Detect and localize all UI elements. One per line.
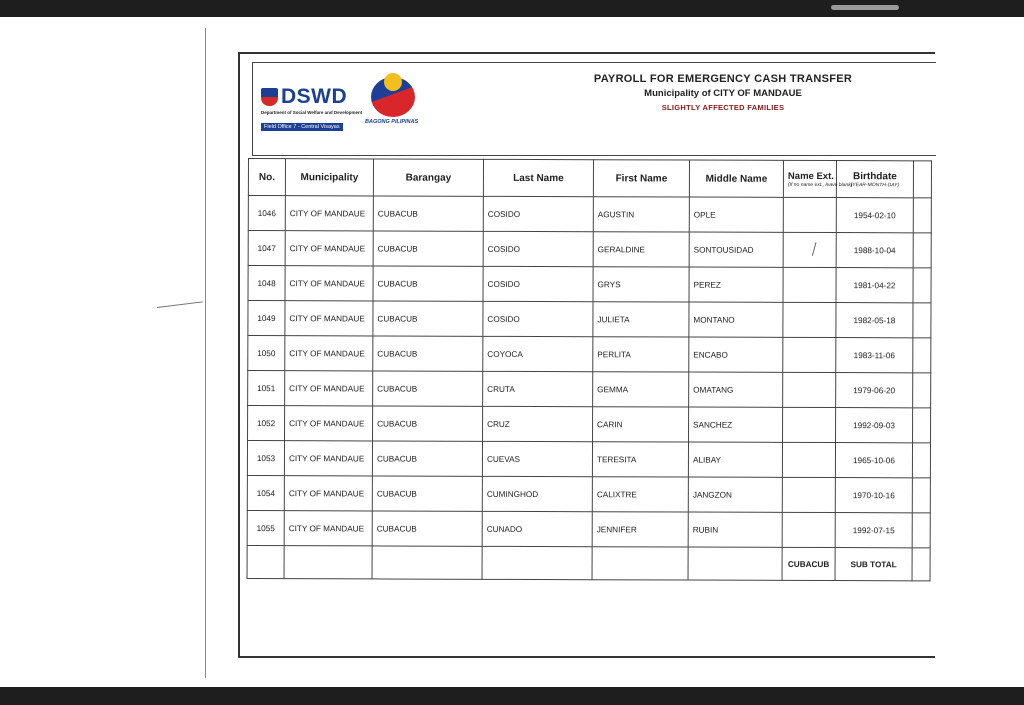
cell-barangay: CUBACUB	[372, 476, 482, 511]
cell-cutoff	[913, 268, 931, 303]
cell-birthdate: 1970-10-16	[835, 478, 912, 513]
bagong-pilipinas-emblem-icon	[371, 73, 415, 117]
cell-last-name: CUEVAS	[482, 441, 592, 476]
cell-cutoff	[913, 373, 931, 408]
drag-handle[interactable]	[831, 5, 899, 10]
cell-last-name: COSIDO	[483, 266, 593, 301]
cell-barangay: CUBACUB	[373, 336, 483, 371]
cell-municipality: CITY OF MANDAUE	[285, 406, 373, 441]
table-row	[248, 301, 931, 338]
cell-birthdate: 1982-05-18	[836, 303, 913, 338]
cell-last-name: COSIDO	[483, 196, 593, 231]
cell-cutoff	[912, 443, 930, 478]
cell-name-ext	[783, 232, 836, 267]
cell-middle-name: ENCABO	[689, 337, 783, 372]
table-header-row	[248, 159, 931, 198]
cell-no: 1052	[248, 406, 285, 441]
cell-cutoff	[913, 303, 931, 338]
cell-no: 1050	[248, 336, 285, 371]
cell-birthdate: 1992-07-15	[835, 513, 912, 548]
table-row	[248, 266, 931, 303]
cell-last-name: CRUZ	[483, 406, 593, 441]
cell-middle-name: JANGZON	[688, 477, 782, 512]
cell-first-name: TERESITA	[592, 442, 688, 477]
dswd-field-office: Field Office 7 - Central Visayas	[261, 123, 343, 131]
cell-name-ext	[783, 302, 836, 337]
table-row	[247, 441, 930, 478]
cell-municipality: CITY OF MANDAUE	[285, 266, 373, 301]
cell-empty	[284, 546, 372, 579]
cell-municipality: CITY OF MANDAUE	[285, 196, 373, 231]
cell-first-name: GEMMA	[593, 372, 689, 407]
cell-no: 1046	[248, 196, 285, 231]
col-header-first-name: First Name	[593, 160, 689, 197]
document-titles	[553, 73, 893, 112]
cell-barangay: CUBACUB	[372, 511, 482, 546]
pen-tick-mark	[812, 242, 817, 256]
document-title: PAYROLL FOR EMERGENCY CASH TRANSFER	[593, 73, 853, 85]
municipality-line: Municipality of CITY OF MANDAUE	[644, 88, 802, 99]
cell-first-name: JULIETA	[593, 302, 689, 337]
cell-empty	[247, 545, 284, 578]
dswd-logo	[261, 85, 362, 133]
cell-no: 1053	[247, 441, 284, 476]
viewer-top-bar	[0, 0, 1024, 17]
col-header-last-name: Last Name	[483, 159, 593, 196]
cell-middle-name: ALIBAY	[688, 442, 782, 477]
cell-empty	[592, 547, 688, 580]
subtotal-row	[247, 545, 930, 580]
table-row	[248, 371, 931, 408]
table-row	[248, 231, 931, 268]
dswd-logo-text: DSWD	[281, 85, 348, 108]
cell-middle-name: SONTOUSIDAD	[689, 232, 783, 267]
table-row	[247, 510, 930, 547]
cell-middle-name: OPLE	[689, 197, 783, 232]
cell-name-ext	[782, 442, 835, 477]
subtotal-label: SUB TOTAL	[835, 548, 912, 581]
cell-no: 1054	[247, 475, 284, 510]
cell-last-name: COSIDO	[483, 231, 593, 266]
cell-name-ext	[783, 337, 836, 372]
col-header-cutoff	[913, 161, 931, 198]
cell-middle-name: PEREZ	[689, 267, 783, 302]
cell-birthdate: 1979-06-20	[836, 373, 913, 408]
cell-birthdate: 1988-10-04	[836, 233, 913, 268]
cell-middle-name: SANCHEZ	[689, 407, 783, 442]
cell-last-name: CUNADO	[482, 511, 592, 546]
cell-barangay: CUBACUB	[373, 301, 483, 336]
col-header-barangay: Barangay	[373, 159, 483, 196]
cell-last-name: COYOCA	[483, 336, 593, 371]
col-header-name-ext	[783, 160, 853, 197]
cell-first-name: GRYS	[593, 267, 689, 302]
table-row	[248, 406, 931, 443]
cell-first-name: JENNIFER	[592, 512, 688, 547]
name-ext-note: (If no name ext., leave blank)	[787, 181, 853, 188]
cell-no: 1048	[248, 266, 285, 301]
cell-municipality: CITY OF MANDAUE	[285, 231, 373, 266]
cell-name-ext	[783, 407, 836, 442]
cell-cutoff	[913, 198, 931, 233]
birthdate-note: (YEAR-MONTH-DAY)	[850, 181, 900, 188]
cell-empty	[482, 546, 592, 579]
cell-middle-name: MONTANO	[689, 302, 783, 337]
col-header-middle-name: Middle Name	[689, 160, 783, 197]
bagong-pilipinas-logo	[365, 73, 445, 125]
cell-barangay: CUBACUB	[373, 266, 483, 301]
cell-empty	[372, 546, 482, 579]
page-edge	[205, 28, 206, 678]
cell-no: 1055	[247, 510, 284, 545]
table-row	[248, 196, 931, 233]
cell-municipality: CITY OF MANDAUE	[285, 336, 373, 371]
dswd-shield-icon	[261, 88, 278, 106]
cell-municipality: CITY OF MANDAUE	[284, 441, 372, 476]
cell-name-ext	[783, 372, 836, 407]
cell-name-ext	[783, 267, 836, 302]
col-header-no: No.	[248, 159, 285, 196]
cell-empty	[688, 547, 782, 580]
cell-middle-name: RUBIN	[688, 512, 782, 547]
table-row	[248, 336, 931, 373]
cell-last-name: CRUTA	[483, 371, 593, 406]
cell-middle-name: OMATANG	[689, 372, 783, 407]
cell-barangay: CUBACUB	[373, 406, 483, 441]
cell-no: 1051	[248, 371, 285, 406]
cell-no: 1047	[248, 231, 285, 266]
cell-name-ext	[783, 197, 836, 232]
cell-last-name: CUMINGHOD	[482, 476, 592, 511]
birthdate-label: Birthdate	[852, 170, 897, 182]
cell-barangay: CUBACUB	[372, 441, 482, 476]
table-row	[247, 475, 930, 512]
cell-cutoff	[912, 513, 930, 548]
dswd-logo-subtext: Department of Social Welfare and Development	[261, 110, 363, 115]
cell-name-ext	[782, 477, 835, 512]
cell-municipality: CITY OF MANDAUE	[284, 476, 372, 511]
cell-cutoff	[913, 338, 931, 373]
cell-municipality: CITY OF MANDAUE	[285, 371, 373, 406]
cell-birthdate: 1965-10-06	[835, 443, 912, 478]
cell-barangay: CUBACUB	[373, 196, 483, 231]
cell-municipality: CITY OF MANDAUE	[285, 301, 373, 336]
cell-cutoff	[913, 408, 931, 443]
cell-first-name: CALIXTRE	[592, 477, 688, 512]
stray-pen-mark	[157, 301, 203, 308]
cell-birthdate: 1992-09-03	[836, 408, 913, 443]
cell-cutoff	[912, 478, 930, 513]
col-header-birthdate	[836, 161, 913, 198]
cell-first-name: GERALDINE	[593, 232, 689, 267]
cell-barangay: CUBACUB	[373, 371, 483, 406]
cell-first-name: AGUSTIN	[593, 197, 689, 232]
cell-no: 1049	[248, 301, 285, 336]
cell-municipality: CITY OF MANDAUE	[284, 511, 372, 546]
viewer-bottom-bar	[0, 687, 1024, 705]
cell-name-ext	[782, 512, 835, 547]
cell-cutoff	[912, 548, 930, 581]
name-ext-label: Name Ext.	[787, 170, 834, 182]
cell-first-name: PERLITA	[593, 337, 689, 372]
cell-last-name: COSIDO	[483, 301, 593, 336]
bagong-pilipinas-text: BAGONG PILIPINAS	[365, 119, 419, 125]
cell-first-name: CARIN	[593, 407, 689, 442]
payroll-table	[247, 158, 932, 581]
cell-cutoff	[913, 233, 931, 268]
category-line: SLIGHTLY AFFECTED FAMILIES	[661, 103, 785, 112]
cell-barangay: CUBACUB	[373, 231, 483, 266]
document-header	[252, 62, 936, 156]
subtotal-barangay: CUBACUB	[782, 547, 835, 580]
cell-birthdate: 1954-02-10	[836, 198, 913, 233]
cell-birthdate: 1983-11-06	[836, 338, 913, 373]
cell-birthdate: 1981-04-22	[836, 268, 913, 303]
col-header-municipality: Municipality	[285, 159, 373, 196]
